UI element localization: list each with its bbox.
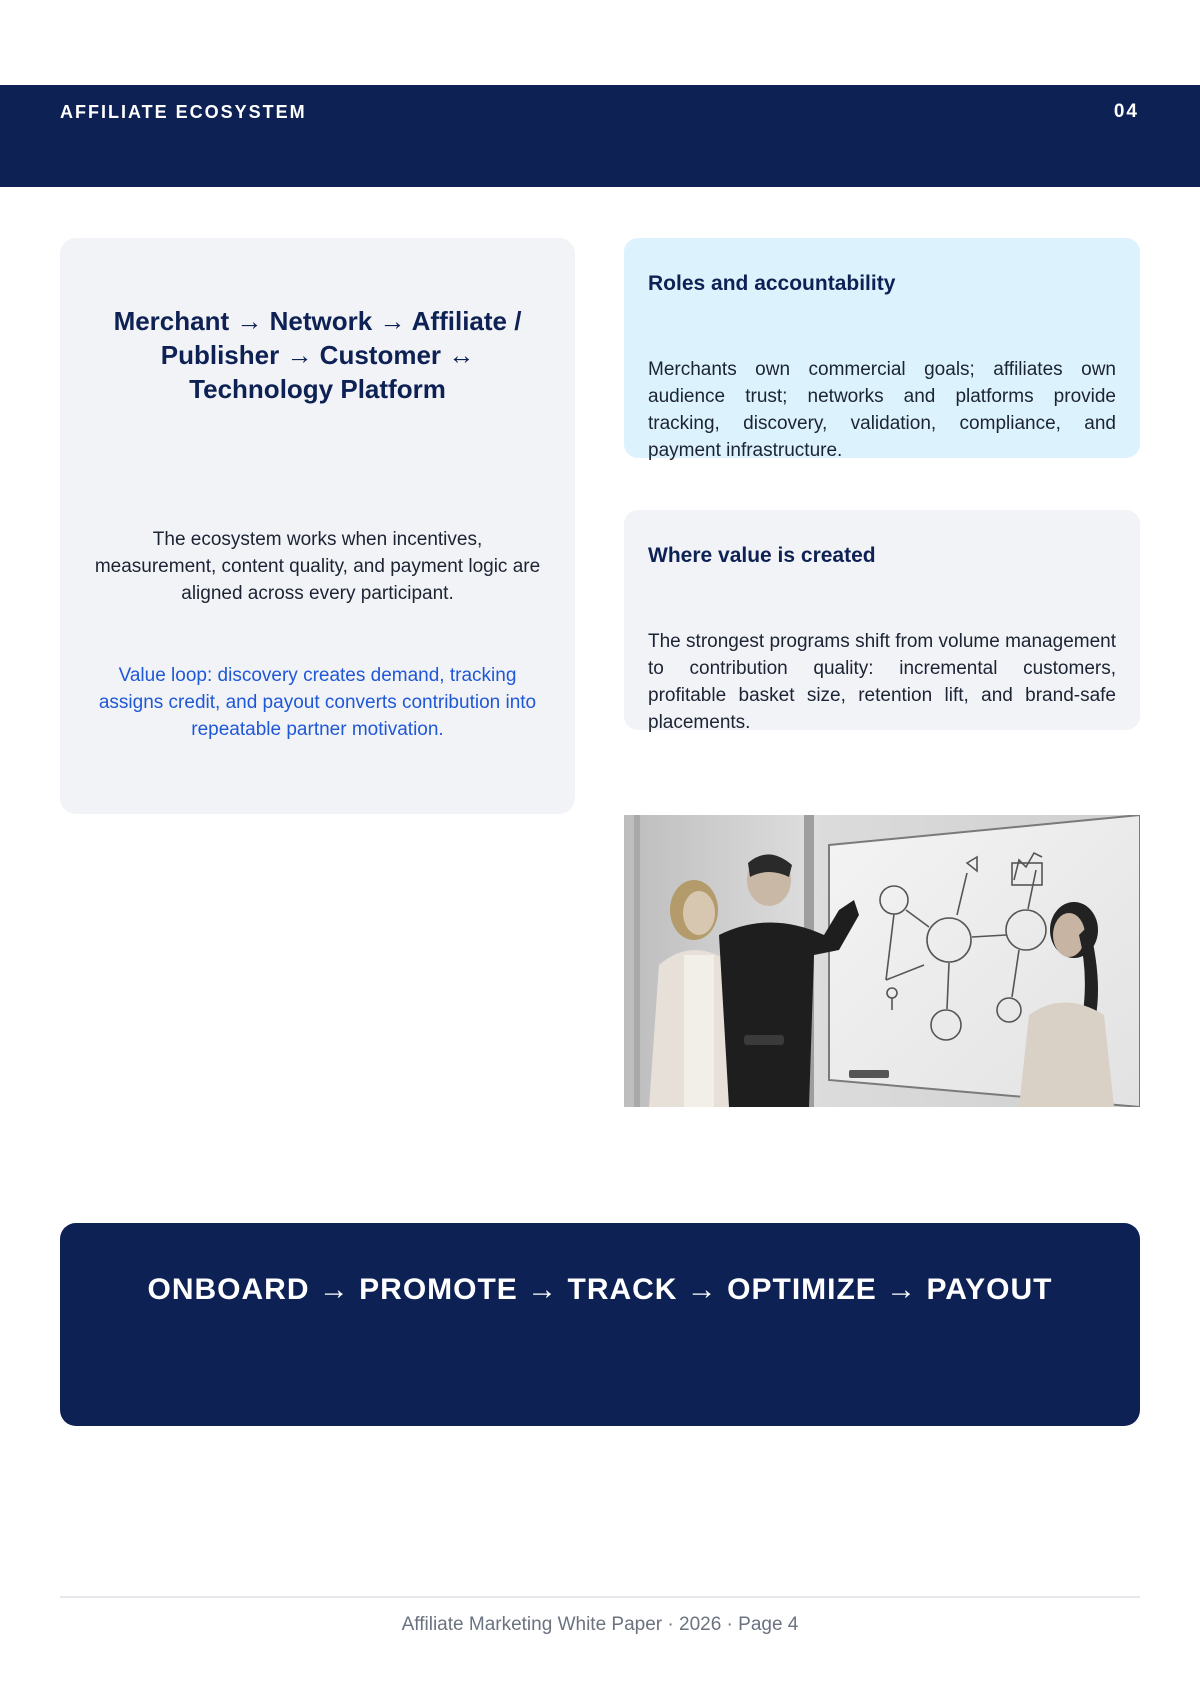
whiteboard-team-illustration: [624, 815, 1140, 1107]
value-body: The strongest programs shift from volume management to contribution quality: incremental customers, profitable basket size, retention lift, and brand-safe placements.: [648, 631, 1116, 733]
roles-body: Merchants own commercial goals; affiliates own audience trust; networks and platforms provide tracking, discovery, validation, compliance, and payment infrastructure.: [648, 359, 1116, 461]
process-banner: [60, 1223, 1140, 1426]
footer-divider: [60, 1596, 1140, 1598]
footer-text: Affiliate Marketing White Paper · 2026 · Page 4: [401, 1614, 799, 1635]
roles-card: [624, 238, 1140, 461]
ecosystem-description: The ecosystem works when incentives, measurement, content quality, and payment logic are aligned across every participant.: [94, 529, 541, 604]
value-card: [624, 510, 1140, 733]
value-heading: Where value is created: [648, 544, 876, 567]
value-loop-text: Value loop: discovery creates demand, tracking assigns credit, and payout converts contribution into repeatable partner motivation.: [98, 665, 537, 740]
header-band: [0, 85, 1200, 187]
ecosystem-flow-title: Merchant → Network → Affiliate / Publisher → Customer ↔ Technology Platform: [113, 306, 522, 404]
roles-heading: Roles and accountability: [648, 272, 896, 295]
ecosystem-flow-card: [60, 238, 575, 814]
whiteboard-team-photo: [624, 815, 1140, 1107]
section-label: AFFILIATE ECOSYSTEM: [60, 102, 307, 122]
process-steps: ONBOARD → PROMOTE → TRACK → OPTIMIZE → PAYOUT: [147, 1273, 1053, 1306]
page-number: 04: [1113, 101, 1139, 122]
